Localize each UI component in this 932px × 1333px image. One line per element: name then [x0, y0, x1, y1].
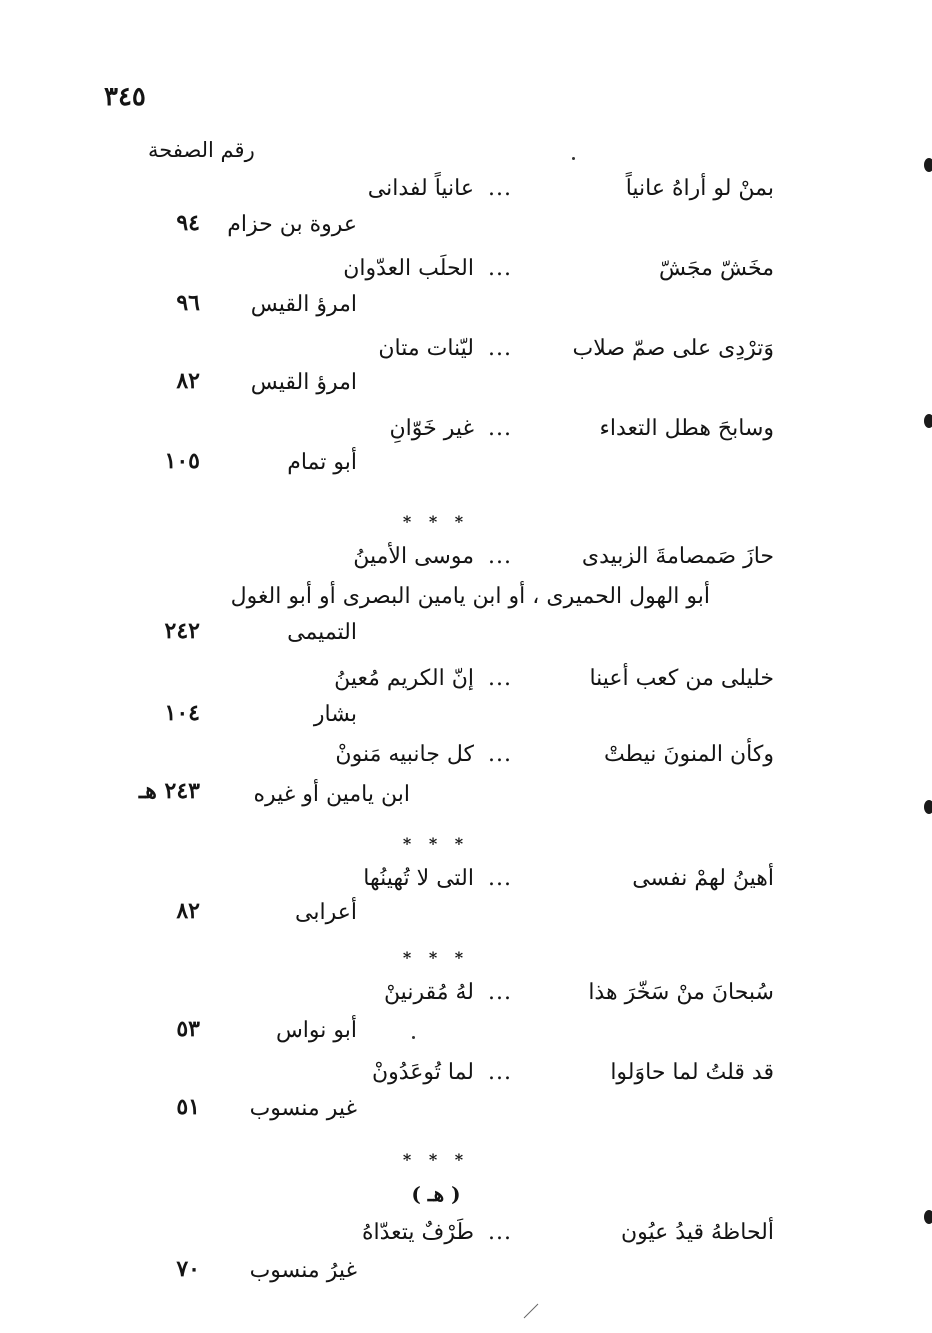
poet-name: غير منسوب: [249, 1096, 357, 1121]
verse-second-hemistich: ليّنات متان: [378, 336, 474, 361]
binding-hole-mark: [924, 800, 932, 814]
verse-ellipsis: ...: [488, 544, 512, 569]
verse-ellipsis: ...: [488, 1060, 512, 1085]
poet-name: غيرُ منسوب: [249, 1258, 357, 1283]
verse-first-hemistich: وَترْدِى على صمّ صلاب: [572, 336, 774, 361]
poet-name: امرؤ القيس: [250, 292, 357, 317]
verse-second-hemistich: لهُ مُقرنينْ: [383, 980, 474, 1005]
verse-first-hemistich: أهينُ لهمْ نفسى: [632, 866, 774, 891]
stray-mark: [522, 1300, 542, 1320]
verse-second-hemistich: التى لا تُهينُها: [363, 866, 474, 891]
verse-ellipsis: ...: [488, 176, 512, 201]
page-reference: ٢٤٢: [164, 618, 200, 644]
page-number: ٣٤٥: [104, 82, 146, 112]
verse-first-hemistich: مخَشّ مجَشّ: [658, 256, 774, 281]
poet-name: ابن يامين أو غيره: [253, 782, 410, 807]
page-reference: ٨٢: [176, 368, 200, 394]
verse-ellipsis: ...: [488, 980, 512, 1005]
poet-name-line: أبو الهول الحميرى ، أو ابن يامين البصرى أو أبو الغول: [230, 584, 710, 609]
ink-speck: [572, 157, 575, 160]
verse-first-hemistich: وكأن المنونَ نيطتْ: [603, 742, 774, 767]
binding-hole-mark: [924, 1210, 932, 1224]
poet-name: بشار: [313, 702, 357, 727]
verse-first-hemistich: ألحاظهُ قيدُ عيُون: [620, 1220, 774, 1245]
page-reference: ٥١: [176, 1094, 200, 1120]
verse-first-hemistich: وسابحَ هطل التعداء: [599, 416, 774, 441]
verse-first-hemistich: قد قلتُ لما حاوَلوا: [610, 1060, 774, 1085]
verse-ellipsis: ...: [488, 416, 512, 441]
verse-second-hemistich: كل جانبيه مَنونْ: [335, 742, 474, 767]
page-reference: ٢٤٣ هـ: [138, 778, 200, 804]
page-reference: ٩٤: [176, 210, 200, 236]
section-letter: ( هـ ): [411, 1182, 461, 1206]
section-separator: * * *: [402, 512, 470, 531]
poet-name: أبو تمام: [287, 450, 357, 475]
page-reference: ٨٢: [176, 898, 200, 924]
verse-second-hemistich: موسى الأمينُ: [353, 544, 474, 569]
verse-second-hemistich: الحلَب العدّوان: [343, 256, 474, 281]
verse-second-hemistich: غير خَوّانِ: [389, 416, 474, 441]
verse-second-hemistich: عانياً لفدانى: [367, 176, 474, 201]
verse-ellipsis: ...: [488, 866, 512, 891]
verse-second-hemistich: طَرْفٌ يتعدّاهُ: [361, 1220, 474, 1245]
verse-first-hemistich: خليلى من كعب أعينا: [589, 666, 774, 691]
verse-ellipsis: ...: [488, 256, 512, 281]
page-reference: ٧٠: [176, 1256, 200, 1282]
binding-hole-mark: [924, 158, 932, 172]
verse-second-hemistich: إنّ الكريم مُعينُ: [334, 666, 474, 691]
binding-hole-mark: [924, 414, 932, 428]
page-reference: ٥٣: [176, 1016, 200, 1042]
verse-ellipsis: ...: [488, 336, 512, 361]
verse-first-hemistich: بمنْ لو أراهُ عانياً: [625, 176, 774, 201]
verse-ellipsis: ...: [488, 666, 512, 691]
page-reference: ٩٦: [176, 290, 200, 316]
section-separator: * * *: [402, 834, 470, 853]
verse-first-hemistich: سُبحانَ منْ سَخّرَ هذا: [588, 980, 774, 1005]
poet-name: أعرابى: [295, 900, 357, 925]
section-separator: * * *: [402, 1150, 470, 1169]
poet-name: عروة بن حزام: [227, 212, 357, 237]
poet-name: امرؤ القيس: [250, 370, 357, 395]
verse-first-hemistich: حازَ صَمصامةَ الزبيدى: [581, 544, 774, 569]
section-separator: * * *: [402, 948, 470, 967]
verse-second-hemistich: لما تُوعَدُونْ: [371, 1060, 474, 1085]
poet-name: أبو نواس: [275, 1018, 357, 1043]
verse-ellipsis: ...: [488, 1220, 512, 1245]
verse-ellipsis: ...: [488, 742, 512, 767]
poet-name: التميمى: [287, 620, 357, 645]
ink-speck: [412, 1036, 415, 1039]
page-reference: ١٠٤: [164, 700, 200, 726]
page-reference: ١٠٥: [164, 448, 200, 474]
page-column-header: رقم الصفحة: [148, 138, 255, 162]
